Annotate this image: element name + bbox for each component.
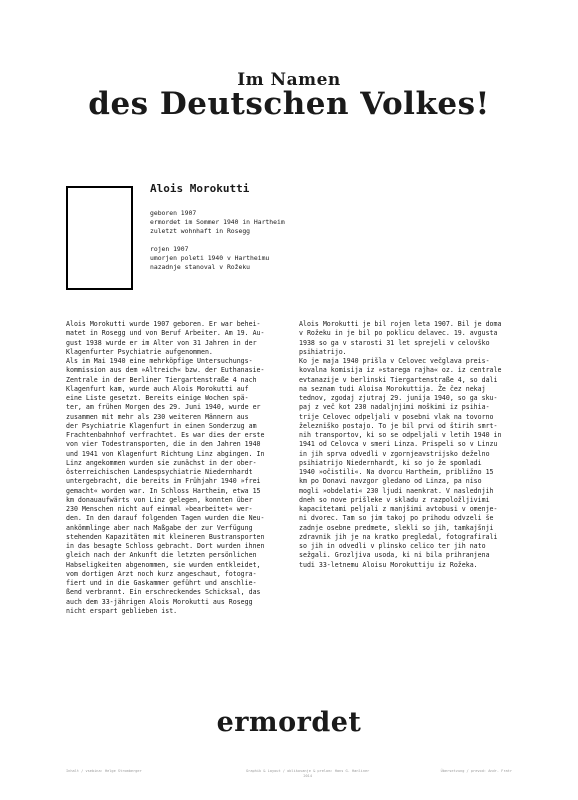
slovene-paragraph-2: Ko je maja 1940 prišla v Celovec večglava preis- kovalna komisija iz »starega rajha« oz. iz centrale evtanazije v berlinski Tiergartenstraße 4, so dali na seznam tudi Aloisa Morokuttija. Že čez nekaj tednov, zgodaj zjutraj 29. junija 1940, so ga sku- paj z več kot 230 nadaljnjimi moškimi iz psihia- trije Celovec odpeljali v posebni vlak na tovorno železniško postajo. To je bil prvi od štirih smrt- nih transportov, ki so se odpeljali v letih 1940 in 1941 od Celovca v smeri Linza. Prispeli so v Linzu in jih sprva odvedli v zgornjeavstrijsko deželno psihiatrijo Niedernhardt, ki so jo že spomladi 1940 »očistili«. Na dvorcu Hartheim, približno 15 km po Donavi navzgor gledano od Linza, pa niso mogli »obdelati« 230 ljudi naenkrat. V naslednjih dneh so nove prišleke v skladu z razpoložljivimi kapacitetami peljali z manjšimi avtobusi v omenje- ni dvorec. Tam so jim takoj po prihodu odvzeli še zadnje osebne predmete, slekli so jih, tamkajšnji zdravnik jih je na kratko pregledal, fotografirali so jih in odvedli v plinsko celico ter jih nato sežgali. Grozljiva usoda, ki ni bila prihranjena tudi 33-letnemu Aloisu Morokuttiju iz Rožeka.	[299, 357, 502, 569]
german-text-column	[66, 320, 298, 616]
bio-slovene: rojen 1907 umorjen poleti 1940 v Hartheimu nazadnje stanoval v Rožeku	[150, 245, 270, 271]
photo-placeholder-frame	[66, 186, 133, 290]
slovene-paragraph-1: Alois Morokutti je bil rojen leta 1907. Bil je doma v Rožeku in je bil po poklicu delavec. 19. avgusta 1938 so ga v starosti 31 let sprejeli v celovško psihiatrijo.	[299, 320, 502, 356]
bio-german: geboren 1907 ermordet im Sommer 1940 in Hartheim zuletzt wohnhaft in Rosegg	[150, 209, 285, 235]
credit-content: Inhalt / vsebina: Helge Stromberger	[66, 769, 142, 773]
credit-translation: Übersetzung / prevod: Andr. Fratr	[440, 769, 512, 773]
header-des-deutschen-volkes: des Deutschen Volkes!	[88, 86, 490, 122]
german-paragraph-1: Alois Morokutti wurde 1907 geboren. Er war behei- matet in Rosegg und von Beruf Arbeiter. Am 19. Au- gust 1938 wurde er im Alter von 31 Jahren in der Klagenfurter Psychiatrie aufgenommen.	[66, 320, 265, 356]
credit-layout: Graphik & Layout / oblikovanje & prelom: Hans G. Hanliner 2014	[246, 769, 370, 778]
person-name: Alois Morokutti	[150, 182, 250, 195]
slovene-text-column	[299, 320, 531, 570]
footer-ermordet: ermordet	[216, 707, 362, 738]
german-paragraph-2: Als im Mai 1940 eine mehrköpfige Untersuchungs- kommission aus dem »Altreich« bzw. der Euthanasie- Zentrale in der Berliner Tiergartenstraße 4 nach Klagenfurt kam, wurde auch Alois Morokutti auf eine Liste gesetzt. Bereits einige Wochen spä- ter, am frühen Morgen des 29. Juni 1940, wurde er zusammen mit mehr als 230 weiteren Männern aus der Psychiatrie Klagenfurt in einen Sonderzug am Frachtenbahnhof verfrachtet. Es war dies der erste von vier Todestransporten, die in den Jahren 1940 und 1941 von Klagenfurt Richtung Linz abgingen. In Linz angekommen wurden sie zunächst in der ober- österreichischen Landespsychiatrie Niedernhardt untergebracht, die bereits im Frühjahr 1940 »frei gemacht« worden war. In Schloss Hartheim, etwa 15 km donauaufwärts von Linz gelegen, konnten über 230 Menschen nicht auf einmal »bearbeitet« wer- den. In den darauf folgenden Tagen wurden die Neu- ankömmlinge aber nach Maßgabe der zur Verfügung stehenden Kapazitäten mit kleineren Bustransporten in das besagte Schloss gebracht. Dort wurden ihnen gleich nach der Ankunft die letzten persönlichen Habseligkeiten abgenommen, sie wurden entkleidet, vom dortigen Arzt noch kurz angeschaut, fotogra- fiert und in die Gaskammer geführt und anschlie- ßend verbrannt. Ein erschreckendes Schicksal, das auch dem 33-jährigen Alois Morokutti aus Rosegg nicht erspart geblieben ist.	[66, 357, 265, 615]
header-im-namen: Im Namen	[237, 70, 341, 90]
